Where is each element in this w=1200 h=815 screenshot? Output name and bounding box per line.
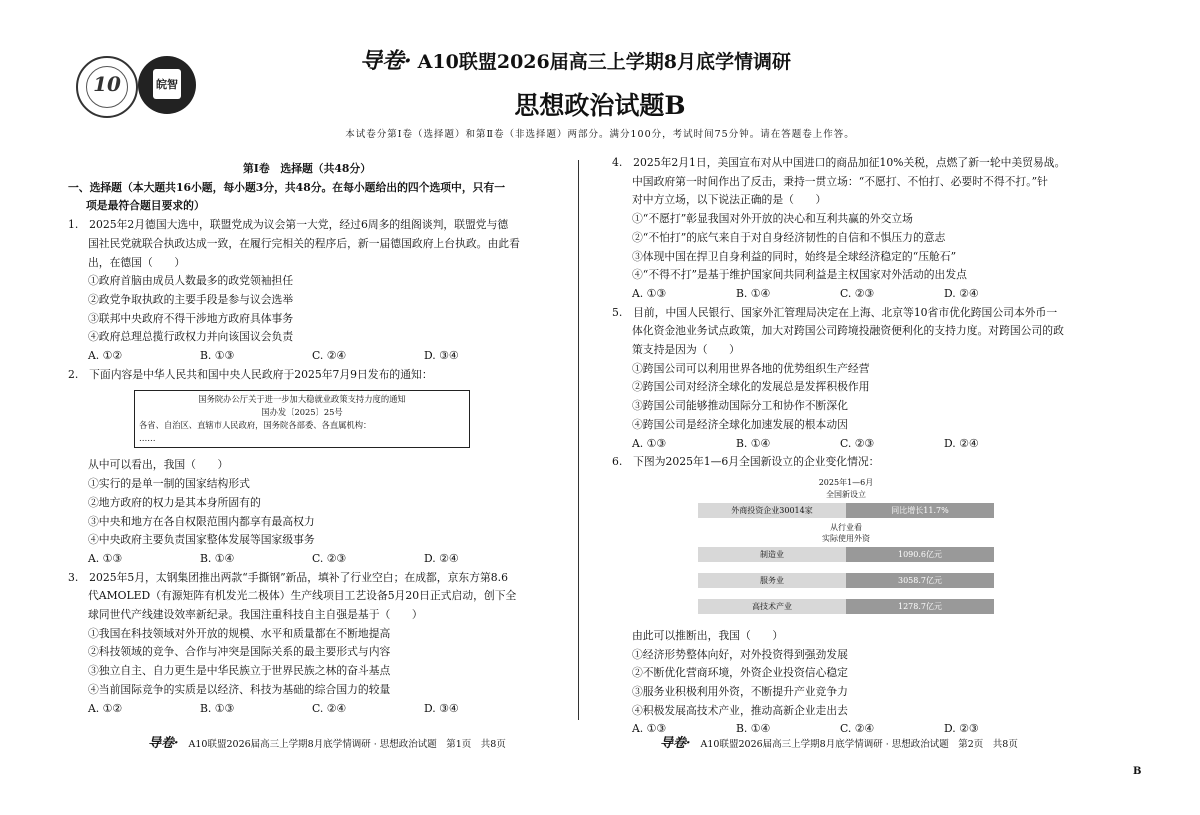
question-1 <box>68 216 546 366</box>
answer-options <box>68 347 546 366</box>
footer-brand: 导卷· <box>148 736 179 751</box>
question-stem: 国社民党就联合执政达成一致，在履行完相关的程序后，新一届德国政府上台执政。由此看 <box>88 236 520 250</box>
statement-item: ④跨国公司是经济全球化加速发展的根本动因 <box>632 417 848 431</box>
answer-options <box>612 285 1048 304</box>
chart-title: 2025年1—6月 <box>818 477 874 487</box>
exam-header <box>360 44 791 75</box>
option-d: D. ②③ <box>944 722 979 736</box>
statement-item: ③联邦中央政府不得干涉地方政府具体事务 <box>88 311 294 325</box>
statement-item: ①实行的是单一制的国家结构形式 <box>88 477 250 491</box>
government-notice-box <box>134 390 470 448</box>
question-stem: 6. 下图为2025年1—6月全国新设立的企业变化情况： <box>612 455 880 469</box>
chart-top-value: 同比增长11.7% <box>846 503 994 518</box>
notice-ellipsis: …… <box>139 433 156 444</box>
question-stem: 策支持是因为（ ） <box>632 343 740 357</box>
option-b: B. ①④ <box>200 551 235 565</box>
statement-item: ②科技领域的竞争、合作与冲突是国际关系的最主要形式与内容 <box>88 645 391 659</box>
question-stem: 代AMOLED（有源矩阵有机发光二极体）生产线项目工艺设备5月20日正式启动，创下全 <box>88 589 517 603</box>
statement-item: ①经济形势整体向好，对外投资得到强劲发展 <box>632 647 848 661</box>
question-6 <box>612 453 1048 739</box>
section-intro: 一、选择题（本大题共16小题，每小题3分，共48分。在每小题给出的四个选项中，只有一 <box>68 180 506 194</box>
brand-mark: 导卷· <box>360 48 412 74</box>
question-stem: 1. 2025年2月德国大选中，联盟党成为议会第一大党，经过6周多的组阁谈判，联盟党与德 <box>68 218 509 232</box>
section-heading: 第Ⅰ卷 选择题（共48分） <box>242 162 372 175</box>
option-b: B. ①④ <box>736 436 771 450</box>
footer-page-2 <box>660 732 1018 751</box>
answer-options <box>68 550 546 569</box>
chart-category-label: 制造业 <box>698 547 846 562</box>
question-stem: 球同世代产线建设效率新纪录。我国注重科技自主自强是基于（ ） <box>88 608 423 622</box>
notice-number: 国办发〔2025〕25号 <box>261 407 343 418</box>
option-a: A. ①③ <box>632 286 667 300</box>
statement-item: ②地方政府的权力是其本身所固有的 <box>88 495 261 509</box>
left-column <box>68 160 546 718</box>
chart-bar: 1278.7亿元 <box>846 599 994 614</box>
statement-item: ①“不愿打”彰显我国对外开放的决心和互利共赢的外交立场 <box>632 212 913 226</box>
statement-item: ②跨国公司对经济全球化的发展总是发挥积极作用 <box>632 380 870 394</box>
chart-subtitle: 全国新设立 <box>826 489 866 499</box>
chart-section-label: 实际使用外资 <box>822 533 870 543</box>
chart-bar: 3058.7亿元 <box>846 573 994 588</box>
logo-number: 10 <box>93 72 121 96</box>
question-2 <box>68 366 546 569</box>
option-c: C. ②④ <box>312 349 347 363</box>
question-stem: 体化资金池业务试点政策，加大对跨国公司跨境投融资便利化的支持力度。对跨国公司的政 <box>632 324 1064 338</box>
option-d: D. ③④ <box>424 349 459 363</box>
logo-label: 皖智 <box>156 78 178 91</box>
statement-item: ②政党争取执政的主要手段是参与议会选举 <box>88 292 294 306</box>
paper-title: 思想政治试题B <box>514 91 686 120</box>
footer-brand: 导卷· <box>660 736 691 751</box>
option-d: D. ②④ <box>944 436 979 450</box>
question-stem: 由此可以推断出，我国（ ） <box>632 628 784 642</box>
footer-text: A10联盟2026届高三上学期8月底学情调研 · 思想政治试题 第1页 共8页 <box>188 739 506 750</box>
question-stem: 出，在德国（ ） <box>88 255 186 269</box>
statement-item: ③中央和地方在各自权限范围内都享有最高权力 <box>88 514 315 528</box>
option-d: D. ③④ <box>424 701 459 715</box>
option-a: A. ①② <box>88 701 123 715</box>
question-stem: 3. 2025年5月，太钢集团推出两款“手撕钢”新品，填补了行业空白；在成都，京东方第8.6 <box>68 570 508 584</box>
option-b: B. ①④ <box>736 286 771 300</box>
answer-options <box>612 435 1048 454</box>
chart-category-label: 高技术产业 <box>698 599 846 614</box>
option-b: B. ①④ <box>736 722 771 736</box>
option-a: A. ①② <box>88 349 123 363</box>
chart-top-label: 外商投资企业30014家 <box>698 503 846 518</box>
right-column <box>612 154 1066 739</box>
footer-page-1 <box>148 732 506 751</box>
answer-options <box>68 700 546 719</box>
option-a: A. ①③ <box>632 436 667 450</box>
question-stem: 中国政府第一时间作出了反击，秉持一贯立场：“不愿打、不怕打、必要时不得不打。”针 <box>632 174 1048 188</box>
option-d: D. ②④ <box>424 551 459 565</box>
statement-item: ③独立自主、自力更生是中华民族立于世界民族之林的奋斗基点 <box>88 664 391 678</box>
statement-item: ①跨国公司可以利用世界各地的优势组织生产经营 <box>632 361 870 375</box>
statement-item: ②“不怕打”的底气来自于对自身经济韧性的自信和不惧压力的意志 <box>632 230 946 244</box>
notice-title: 国务院办公厅关于进一步加大稳就业政策支持力度的通知 <box>198 394 406 405</box>
question-3 <box>68 569 546 719</box>
chart-bar: 1090.6亿元 <box>846 547 994 562</box>
chart-section-label: 从行业看 <box>830 522 862 532</box>
option-b: B. ①③ <box>200 349 235 363</box>
statement-item: ④当前国际竞争的实质是以经济、科技为基础的综合国力的较量 <box>88 682 391 696</box>
option-b: B. ①③ <box>200 701 235 715</box>
option-c: C. ②④ <box>312 701 347 715</box>
question-5 <box>612 304 1064 454</box>
chart-category-label: 服务业 <box>698 573 846 588</box>
option-d: D. ②④ <box>944 286 979 300</box>
statement-item: ③跨国公司能够推动国际分工和协作不断深化 <box>632 399 848 413</box>
statement-item: ③服务业积极利用外资，不断提升产业竞争力 <box>632 685 848 699</box>
footer-text: A10联盟2026届高三上学期8月底学情调研 · 思想政治试题 第2页 共8页 <box>700 739 1018 750</box>
exam-note: 本试卷分第Ⅰ卷（选择题）和第Ⅱ卷（非选择题）两部分。满分100分，考试时间75分钟。请在答题卷上作答。 <box>345 129 855 140</box>
column-divider <box>578 160 579 720</box>
fdi-chart <box>612 475 1048 625</box>
option-c: C. ②③ <box>840 436 875 450</box>
section-intro-cont: 项是最符合题目要求的） <box>86 199 205 213</box>
option-a: A. ①③ <box>632 722 667 736</box>
question-stem: 5. 目前，中国人民银行、国家外汇管理局决定在上海、北京等10省市优化跨国公司本外币一 <box>612 305 1058 319</box>
statement-item: ④“不得不打”是基于维护国家间共同利益是主权国家对外活动的出发点 <box>632 268 967 282</box>
question-4 <box>612 154 1066 304</box>
option-c: C. ②③ <box>840 286 875 300</box>
statement-item: ②不断优化营商环境，外资企业投资信心稳定 <box>632 666 848 680</box>
version-mark: B <box>1133 766 1142 777</box>
question-stem: 4. 2025年2月1日，美国宣布对从中国进口的商品加征10%关税，点燃了新一轮中美贸易战。 <box>612 156 1066 169</box>
notice-recipients: 各省、自治区、直辖市人民政府，国务院各部委、各直属机构： <box>139 420 372 431</box>
statement-item: ①我国在科技领域对外开放的规模、水平和质量都在不断地提高 <box>88 626 391 640</box>
question-stem: 2. 下面内容是中华人民共和国中央人民政府于2025年7月9日发布的通知： <box>68 367 433 381</box>
option-a: A. ①③ <box>88 551 123 565</box>
statement-item: ④政府总理总揽行政权力并向该国议会负责 <box>88 330 294 344</box>
exam-title: A10联盟2026届高三上学期8月底学情调研 <box>417 51 791 73</box>
option-c: C. ②③ <box>312 551 347 565</box>
question-stem: 从中可以看出，我国（ ） <box>88 458 229 472</box>
option-c: C. ②④ <box>840 722 875 736</box>
statement-item: ④中央政府主要负责国家整体发展等国家级事务 <box>88 533 315 547</box>
statement-item: ④积极发展高技术产业，推动高新企业走出去 <box>632 703 848 717</box>
question-stem: 对中方立场，以下说法正确的是（ ） <box>632 193 827 207</box>
statement-item: ③体现中国在捍卫自身利益的同时，始终是全球经济稳定的“压舱石” <box>632 249 957 263</box>
statement-item: ①政府首脑由成员人数最多的政党领袖担任 <box>88 274 294 288</box>
